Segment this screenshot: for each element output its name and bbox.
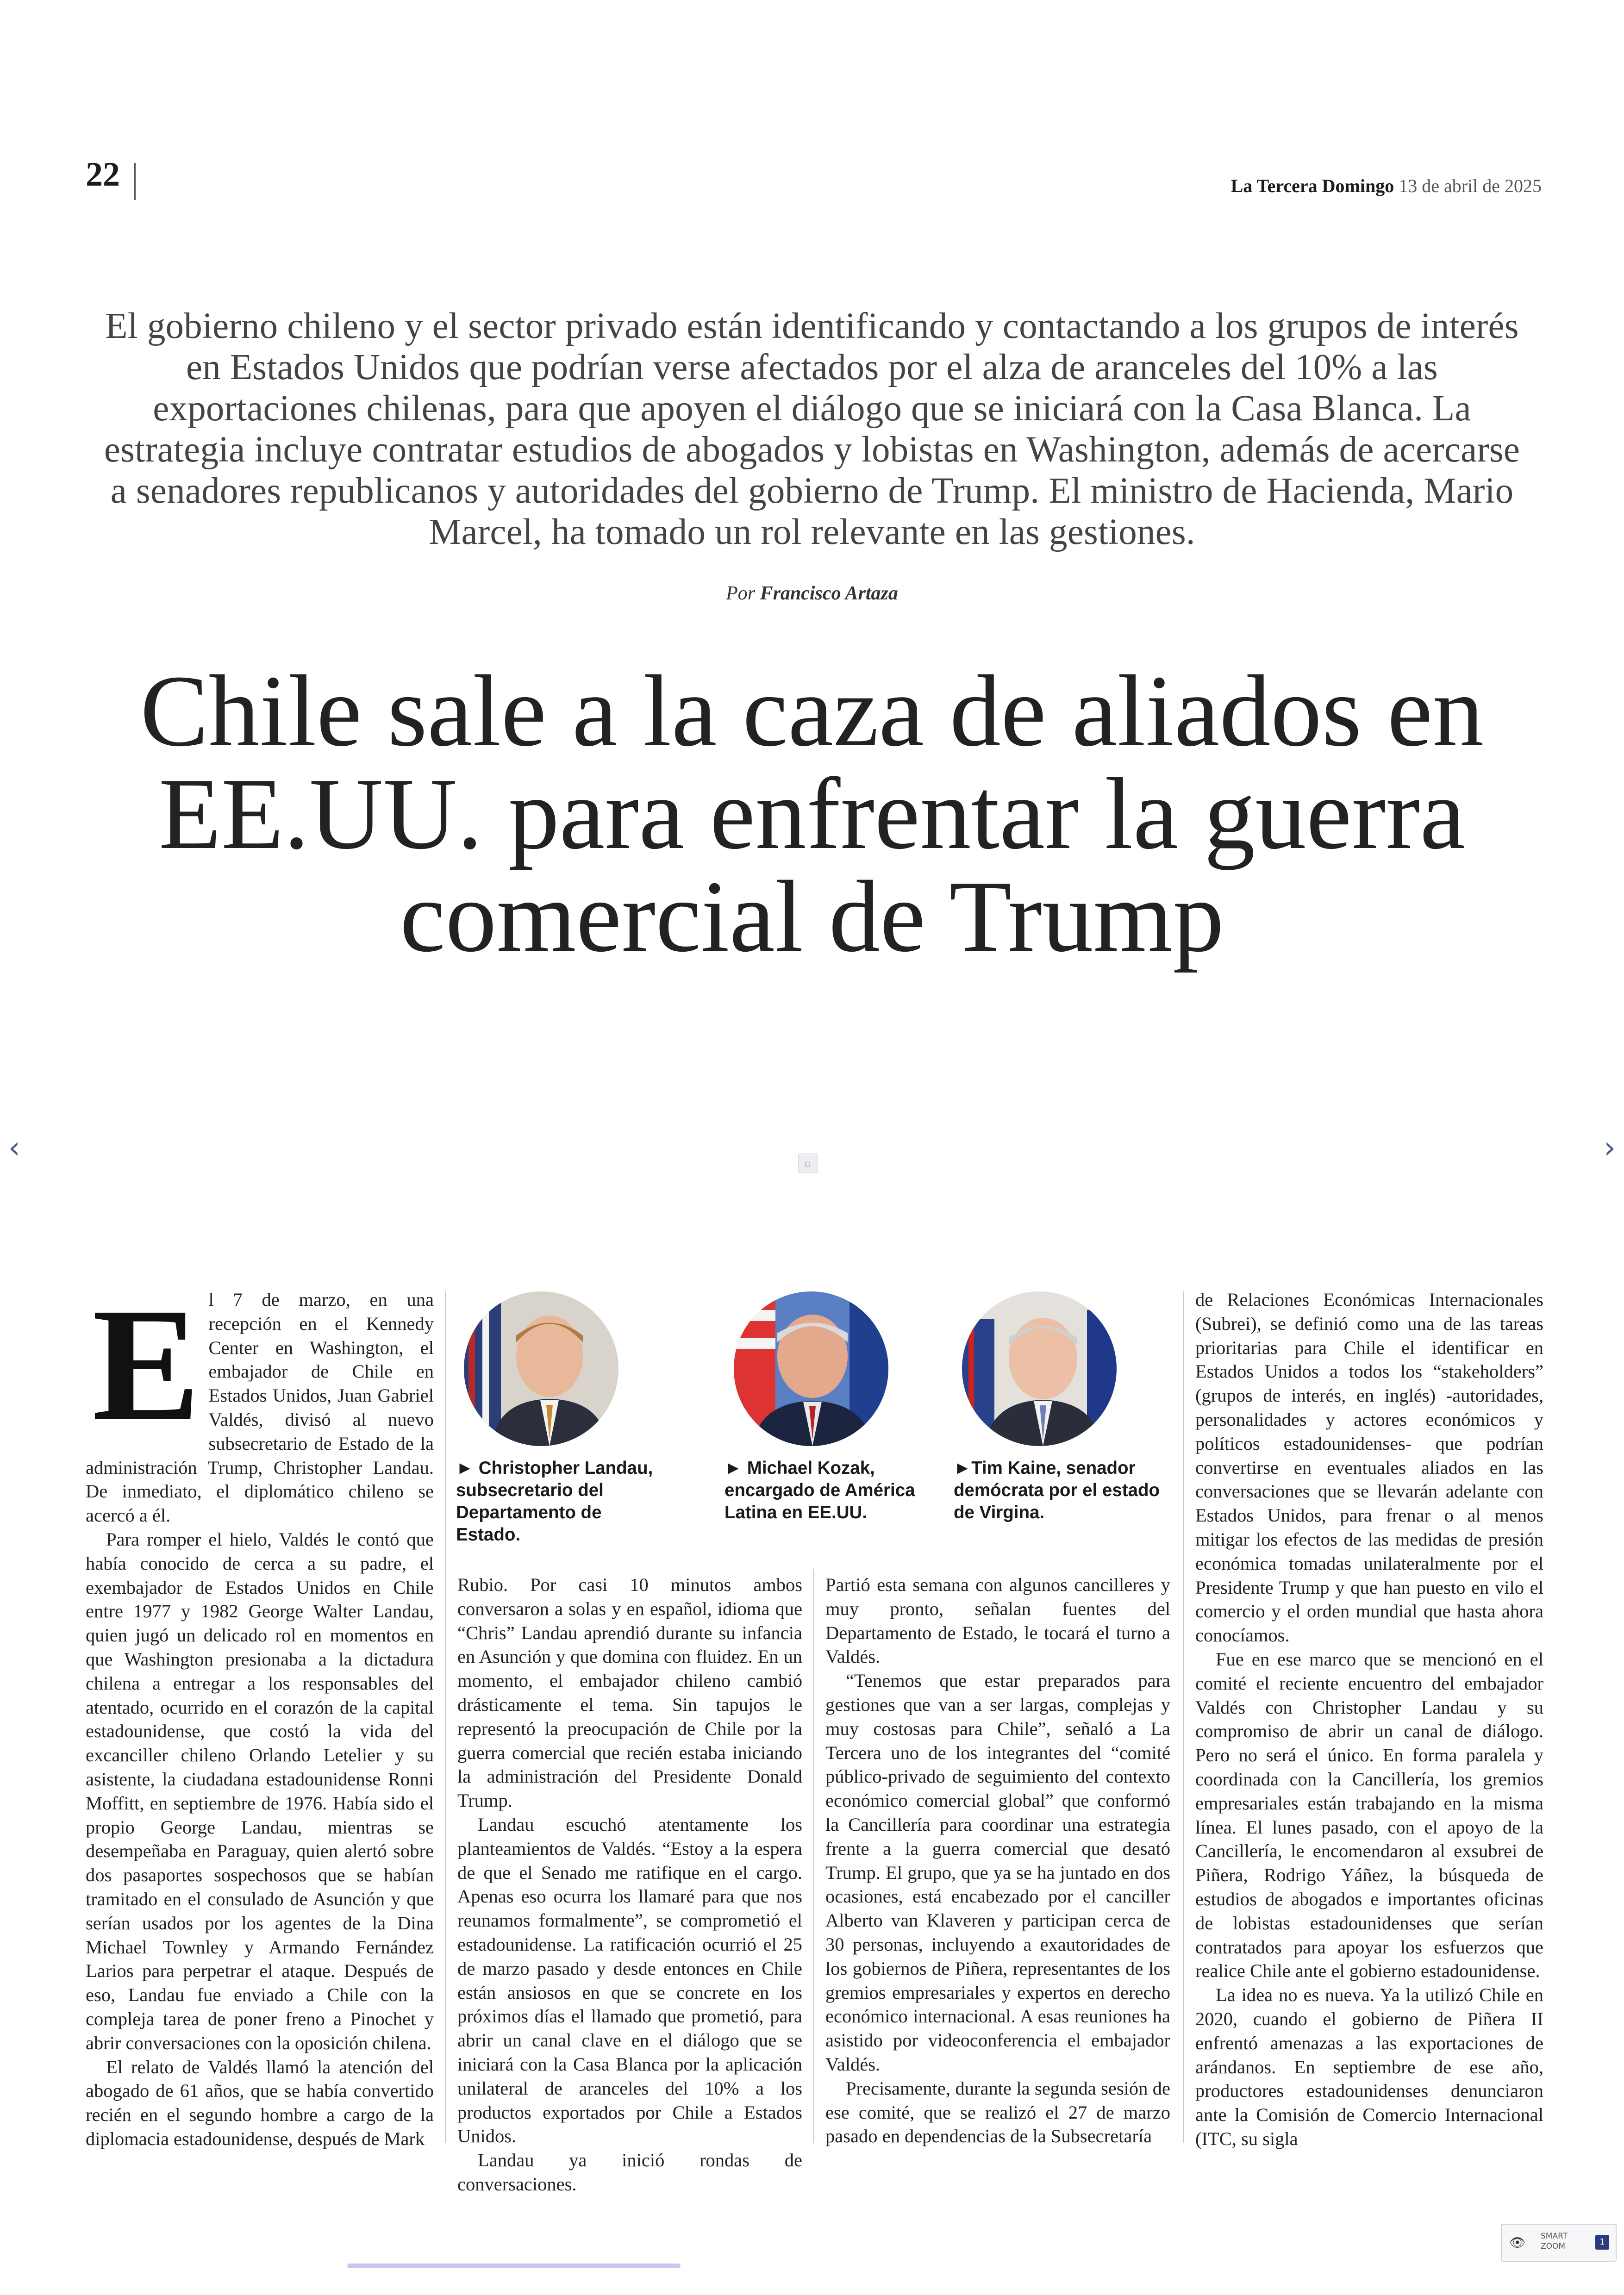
chevron-right-icon[interactable]: › <box>1604 1131 1616 1165</box>
column-divider <box>813 1569 814 2143</box>
page-number-divider <box>134 163 136 200</box>
photo-michael-kozak <box>734 1291 888 1446</box>
photo-christopher-landau <box>464 1291 618 1446</box>
paragraph: Landau escuchó atentamente los planteamientos de Valdés. “Estoy a la espera de que el Senado me ratifique en el cargo. Apenas eso ocurra los llamaré para que nos reunamos formalmente”, se comprometió el estadounidense. La ratificación ocurrió el 25 de marzo pasado y desde entonces en Chile están ansiosos en que se concrete en los próximos días el llamado que prometió, para abrir un canal clave en el diálogo que se iniciará con la Casa Blanca por la aplicación unilateral de aranceles del 10% a los productos exportados por Chile a Estados Unidos. <box>457 1814 802 2147</box>
article-column-3 <box>825 1573 1170 2148</box>
paragraph: La idea no es nueva. Ya la utilizó Chile en 2020, cuando el gobierno de Piñera II enfrentó amenazas a las exportaciones de arándanos. En septiembre de ese año, productores estadounidenses denunciaron ante la Comisión de Comercio Internacional (ITC, su sigla <box>1195 1984 1543 2149</box>
article-column-1 <box>86 1274 434 2151</box>
byline-author: Francisco Artaza <box>760 583 898 604</box>
photo-tim-kaine <box>962 1291 1117 1446</box>
paragraph: Precisamente, durante la segunda sesión de ese comité, que se realizó el 27 de marzo pasado en dependencias de la Subsecretaría <box>825 2077 1170 2147</box>
chevron-left-icon[interactable]: ‹ <box>8 1131 20 1165</box>
paragraph: Partió esta semana con algunos cancilleres y muy pronto, señalan fuentes del Departamento de Estado, le tocará el turno a Valdés. <box>825 1574 1170 1667</box>
byline-prefix: Por <box>726 583 756 604</box>
paragraph: Rubio. Por casi 10 minutos ambos conversaron a solas y en español, idioma que “Chris” Landau aprendió durante su infancia en Asunción y que domina con fluidez. En un momento, el embajador chileno cambió drásticamente el tema. Sin tapujos le representó la preocupación de Chile por la guerra comercial que recién estaba iniciando la administración del Presidente Donald Trump. <box>457 1574 802 1811</box>
publication-name: La Tercera Domingo <box>1230 175 1394 196</box>
photo-caption: ► Christopher Landau, subsecretario del Departamento de Estado. <box>456 1458 653 1545</box>
photo-caption: ►Tim Kaine, senador demócrata por el estado de Virgina. <box>954 1458 1160 1522</box>
drop-cap: E <box>92 1274 200 1454</box>
smart-zoom-badge: 1 <box>1595 2235 1609 2250</box>
article-dek: El gobierno chileno y el sector privado están identificando y contactando a los grupos de interés en Estados Unidos que podrían verse afectados por el alza de aranceles del 10% a las exportaciones chilenas, para que apoyen el diálogo que se iniciará con la Casa Blanca. La estrategia incluye contratar estudios de abogados y lobistas en Washington, además de acercarse a senadores republicanos y autoridades del gobierno de Trump. El ministro de Hacienda, Mario Marcel, ha tomado un rol relevante en las gestiones. <box>104 306 1520 552</box>
byline <box>0 582 1624 605</box>
column-divider <box>445 1291 446 2143</box>
masthead <box>1231 177 1542 195</box>
page-number: 22 <box>86 156 120 193</box>
photo-caption: ► Michael Kozak, encargado de América Latina en EE.UU. <box>725 1458 915 1522</box>
publication-date: 13 de abril de 2025 <box>1399 175 1542 196</box>
article-column-4 <box>1195 1288 1543 2151</box>
paragraph: Fue en ese marco que se mencionó en el comité el reciente encuentro del embajador Valdés con Christopher Landau y su compromiso de abrir un canal de diálogo. Pero no será el único. En forma paralela y coordinada con la Cancillería, los gremios empresariales están trabajando en la misma línea. El lunes pasado, con el apoyo de la Cancillería, le encomendaron al exsubrei de Piñera, Rodrigo Yáñez, la búsqueda de estudios de abogados e importantes oficinas de lobistas estadounidenses que serían contratados para apoyar los esfuerzos que realice Chile ante el gobierno estadounidense. <box>1195 1648 1543 1982</box>
smart-zoom-label: SMART ZOOM <box>1541 2232 1568 2251</box>
article-headline: Chile sale a la caza de aliados en EE.UU. para enfrentar la guerra comercial de Trump <box>140 654 1484 973</box>
paragraph: Landau ya inició rondas de conversaciones. <box>457 2150 802 2195</box>
article-column-2 <box>457 1573 802 2196</box>
paragraph: El relato de Valdés llamó la atención del abogado de 61 años, que se había convertido recién en el segundo hombre a cargo de la diplomacia estadounidense, después de Mark <box>86 2056 434 2149</box>
paragraph: “Tenemos que estar preparados para gestiones que van a ser largas, complejas y muy costosas para Chile”, señaló a La Tercera uno de los integrantes del “comité público-privado de seguimiento del contexto económico comercial global” que conformó la Cancillería para coordinar una estrategia frente a la guerra comercial que desató Trump. El grupo, que ya se ha juntado en dos ocasiones, está encabezado por el canciller Alberto van Klaveren y participan cerca de 30 personas, incluyendo a exautoridades de los gobiernos de Piñera, representantes de los gremios empresariales y expertos en derecho económico internacional. A esas reuniones ha asistido por videoconferencia el embajador Valdés. <box>825 1670 1170 2075</box>
paragraph: de Relaciones Económicas Internacionales (Subrei), se definió como una de las tareas prioritarias para Chile el identificar en Estados Unidos a todos los “stakeholders” (grupos de interés, en inglés) -autoridades, personalidades y actores económicos y políticos estadounidenses- que podrían convertirse en eventuales aliados en las conversaciones que se llevarán adelante con Estados Unidos, para frenar o al menos mitigar los efectos de las medidas de presión económica tomadas unilateralmente por el Presidente Trump y que han puesto en vilo el comercio y el orden mundial que hasta ahora conocíamos. <box>1195 1289 1543 1646</box>
page-progress-bar[interactable] <box>347 2264 681 2268</box>
paragraph: l 7 de marzo, en una recepción en el Kennedy Center en Washington, el embajador de Chile en Estados Unidos, Juan Gabriel Valdés, divisó al nuevo subsecretario de Estado de la administración Trump, Christopher Landau. De inmediato, el diplomático chileno se acercó a él. <box>86 1289 434 1526</box>
smart-zoom-button[interactable] <box>1501 2224 1617 2262</box>
eye-icon: 👁 <box>1509 2235 1526 2250</box>
page-marker-icon[interactable]: ▫ <box>798 1154 818 1173</box>
column-divider <box>1183 1291 1184 2143</box>
paragraph: Para romper el hielo, Valdés le contó que había conocido de cerca a su padre, el exembajador de Estados Unidos en Chile entre 1977 y 1982 George Walter Landau, quien jugó un delicado rol en momentos en que Washington presionaba a la dictadura chilena a entregar a los responsables del atentado, ocurrido en el corazón de la capital estadounidense, que costó la vida del excanciller chileno Orlando Letelier y su asistente, la ciudadana estadounidense Ronni Moffitt, en septiembre de 1976. Había sido el propio George Landau, mientras se desempeñaba en Paraguay, quien alertó sobre dos pasaportes sospechosos que se habían tramitado en el consulado de Asunción y que serían usados por los agentes de la Dina Michael Townley y Armando Fernández Larios para perpetrar el ataque. Después de eso, Landau fue enviado a Chile con la compleja tarea de poner freno a Pinochet y abrir conversaciones con la oposición chilena. <box>86 1528 434 2053</box>
